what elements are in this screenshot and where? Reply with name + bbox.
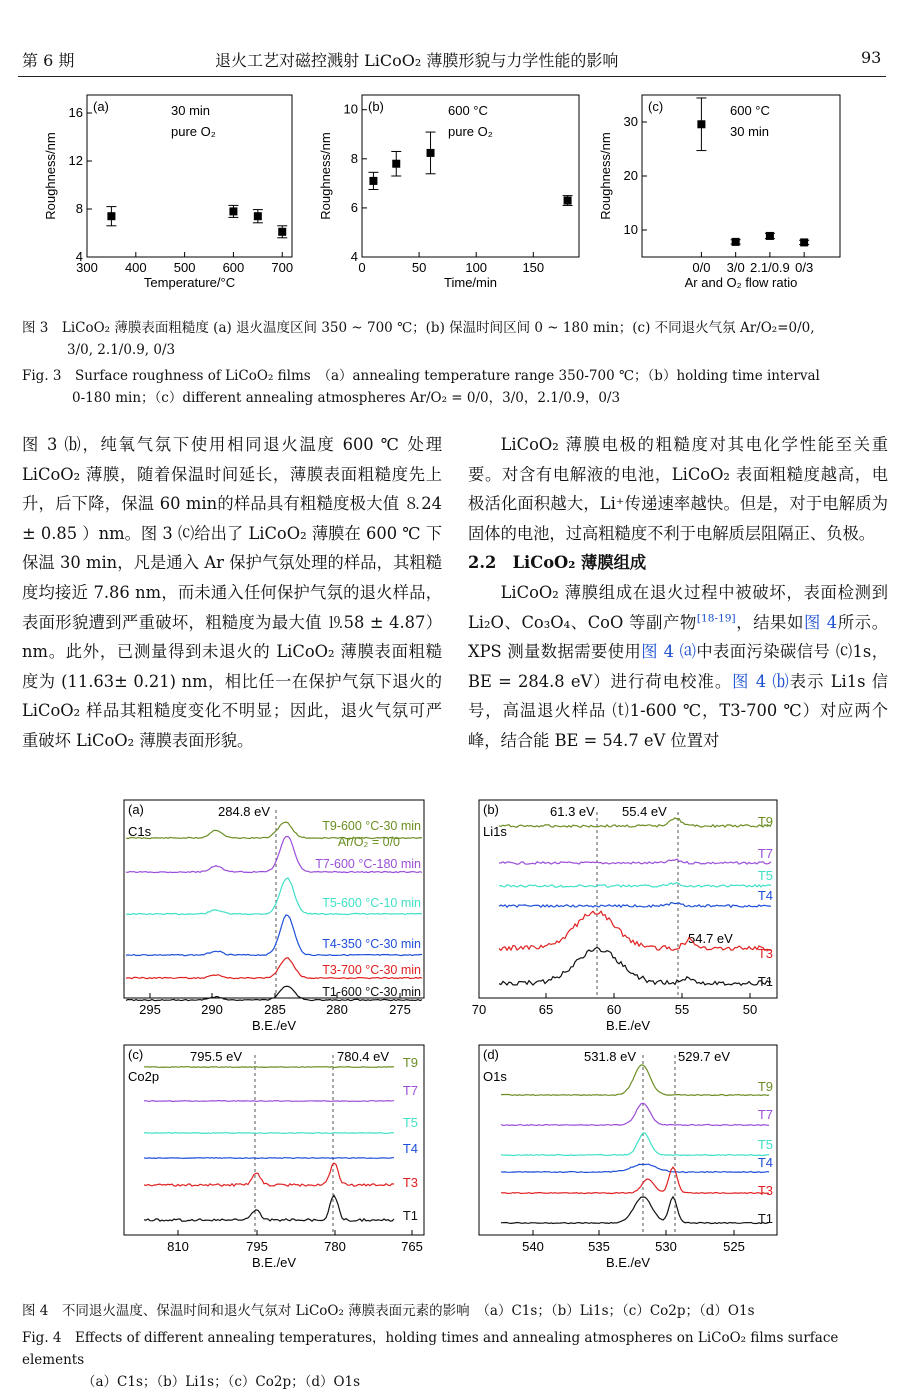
y-tick-label: 10 <box>623 222 638 237</box>
y-tick-label: 4 <box>350 249 358 264</box>
co2p-curve <box>144 1158 394 1159</box>
fig3-caption-cn-line2: 3/0, 2.1/0.9, 0/3 <box>67 342 176 358</box>
figure-link-4[interactable]: 图 4 <box>804 612 838 632</box>
y-tick-label: 20 <box>623 168 638 183</box>
fig3-caption-en-line1: Fig. 3 Surface roughness of LiCoO₂ films （a）annealing temperature range 350-700 ℃；（b）holding time interval <box>22 368 820 384</box>
curve-label: T3 <box>757 946 773 961</box>
o1s-curve <box>501 1164 769 1172</box>
figure-3 <box>0 82 902 302</box>
x-tick-label: 535 <box>588 1239 610 1254</box>
y-tick-label: 6 <box>350 199 358 215</box>
running-title: 退火工艺对磁控溅射 LiCoO₂ 薄膜形貌与力学性能的影响 <box>215 51 619 70</box>
curve-label: T1 <box>757 974 773 989</box>
curve-label: T7 <box>757 1107 773 1122</box>
figure-link-4b[interactable]: 图 4 ⒝ <box>732 671 790 691</box>
data-point <box>229 207 237 215</box>
x-tick-label: 0/0 <box>692 260 711 275</box>
curve-label: T5 <box>757 868 773 883</box>
x-tick-label: 50 <box>411 260 427 275</box>
xps-frame-b <box>479 800 777 998</box>
para2-text-c: 所示。XPS 测量数据需要使用 <box>468 612 888 662</box>
curve-label: T4 <box>757 1155 773 1170</box>
xps-label-b: (b) <box>483 802 499 817</box>
curve-label: T7 <box>402 1083 418 1098</box>
x-axis-label-c: Ar and O₂ flow ratio <box>684 275 798 290</box>
curve-label: T9-600 °C-30 min <box>322 819 421 833</box>
curve-label: T1-600 °C-30 min <box>322 985 421 999</box>
x-tick-label: 275 <box>389 1002 411 1017</box>
o1s-curve <box>501 1197 769 1224</box>
x-tick-label: 400 <box>124 260 147 275</box>
y-tick-label: 30 <box>623 114 638 129</box>
fig4-caption-cn <box>22 1300 887 1322</box>
fig4-caption-en <box>22 1327 887 1393</box>
curve-label: T1 <box>402 1208 418 1223</box>
xps-frame-d <box>479 1045 777 1235</box>
page-number: 93 <box>861 48 882 67</box>
li1s-curve <box>499 947 771 985</box>
curve-label: T5-600 °C-10 min <box>322 896 421 910</box>
curve-label: T4-350 °C-30 min <box>322 937 421 951</box>
data-point <box>766 232 774 240</box>
o1s-curve <box>501 1103 769 1125</box>
o1s-curve <box>501 1167 769 1193</box>
fig4-caption-en-line1: Fig. 4 Effects of different annealing temperatures，holding times and annealing atmospheres on LiCoO₂ films surface elements <box>22 1330 839 1368</box>
co2p-curve <box>144 1195 394 1221</box>
co2p-curve <box>144 1101 394 1102</box>
right-column <box>468 430 888 756</box>
curve-label: Ar/O₂ = 0/0 <box>337 835 400 849</box>
x-tick-label: 0 <box>358 260 366 275</box>
x-tick-label: 280 <box>326 1002 348 1017</box>
y-axis-label-b: Roughness/nm <box>318 132 333 220</box>
x-tick-label: 100 <box>465 260 488 275</box>
curve-label: T3-700 °C-30 min <box>322 963 421 977</box>
panel-note-2-c: 30 min <box>730 124 770 139</box>
li1s-curve <box>499 883 771 888</box>
x-tick-label: 525 <box>723 1239 745 1254</box>
data-point <box>107 212 115 220</box>
curve-label: T4 <box>757 888 773 903</box>
para2-text-d: 中表面污染碳信号 ⒞1s，BE = 284.8 eV）进行荷电校准。 <box>468 642 888 691</box>
xps-element-b: Li1s <box>483 824 507 839</box>
y-tick-label: 12 <box>68 153 83 168</box>
li1s-curve <box>499 903 771 908</box>
x-tick-label: 500 <box>173 260 196 275</box>
x-tick-label: 0/3 <box>795 260 814 275</box>
x-tick-label: 285 <box>264 1002 286 1017</box>
xps-label-d: (d) <box>483 1047 499 1062</box>
curve-label: T7-600 °C-180 min <box>315 857 421 871</box>
xps-element-d: O1s <box>483 1069 507 1084</box>
x-axis-label-a: Temperature/°C <box>143 275 236 290</box>
x-tick-label: 530 <box>655 1239 677 1254</box>
panel-note-2-b: pure O₂ <box>448 124 493 139</box>
x-tick-label: 300 <box>76 260 98 275</box>
peak-label: 284.8 eV <box>218 804 271 819</box>
fig4-caption-en-line2: （a）C1s；（b）Li1s；（c）Co2p；（d）O1s <box>82 1374 361 1390</box>
data-point <box>564 197 572 205</box>
li1s-curve <box>499 818 771 827</box>
x-tick-label: 290 <box>201 1002 223 1017</box>
data-point <box>254 212 262 220</box>
curve-label: T4 <box>402 1141 418 1156</box>
curve-label: T5 <box>757 1137 773 1152</box>
curve-label: T9 <box>402 1055 418 1070</box>
x-tick-label: 700 <box>271 260 294 275</box>
plot-frame-a <box>87 95 292 257</box>
x-tick-label: 150 <box>522 260 545 275</box>
panel-label-c: (c) <box>648 99 664 114</box>
panel-note-2-a: pure O₂ <box>171 124 216 139</box>
x-tick-label: 50 <box>742 1002 758 1017</box>
xps-xlabel-c: B.E./eV <box>251 1255 297 1270</box>
x-tick-label: 810 <box>167 1239 189 1254</box>
figure-link-4a[interactable]: 图 4 ⒜ <box>641 642 697 662</box>
data-point <box>278 228 286 236</box>
xps-xlabel-d: B.E./eV <box>605 1255 651 1270</box>
left-column <box>22 430 442 756</box>
para2-text-a: LiCoO₂ 薄膜组成在退火过程中被破坏，表面检测到 Li₂O、Co₃O₄、CoO 等副产物 <box>468 582 888 632</box>
para2-text-b: ，结果如 <box>735 612 805 632</box>
x-tick-label: 65 <box>538 1002 554 1017</box>
figure-4 <box>0 790 902 1290</box>
x-tick-label: 295 <box>139 1002 161 1017</box>
y-tick-label: 16 <box>68 105 83 120</box>
data-point <box>732 238 740 246</box>
peak-label: 780.4 eV <box>337 1049 390 1064</box>
curve-label: T3 <box>402 1175 418 1190</box>
peak-label: 61.3 eV <box>550 804 595 819</box>
curve-label: T7 <box>757 846 773 861</box>
xps-label-a: (a) <box>128 802 144 817</box>
y-tick-label: 4 <box>75 249 83 264</box>
xps-frame-c <box>124 1045 424 1235</box>
right-paragraph-1: LiCoO₂ 薄膜电极的粗糙度对其电化学性能至关重要。对含有电解液的电池，LiCoO₂ 表面粗糙度越高，电极活化面积越大，Li⁺传递速率越快。但是，对于电解质为固体的电池，过高粗糙度不利于电解质层阻隔正、负极。 <box>468 435 888 543</box>
xps-element-c: Co2p <box>128 1069 160 1084</box>
xps-xlabel-a: B.E./eV <box>251 1018 297 1033</box>
x-tick-label: 55 <box>674 1002 690 1017</box>
y-axis-label-a: Roughness/nm <box>43 132 58 220</box>
fig3-caption-cn-line1: 图 3 LiCoO₂ 薄膜表面粗糙度 (a) 退火温度区间 350 ~ 700 ℃；(b) 保温时间区间 0 ~ 180 min；(c) 不同退火气氛 Ar/O₂=0/0, <box>22 320 815 336</box>
x-tick-label: 3/0 <box>726 260 745 275</box>
peak-label: 795.5 eV <box>190 1049 243 1064</box>
li1s-curve <box>499 859 771 864</box>
panel-label-b: (b) <box>368 99 384 114</box>
curve-label: T1 <box>757 1211 773 1226</box>
co2p-curve <box>144 1163 394 1186</box>
curve-label: T3 <box>757 1183 773 1198</box>
x-tick-label: 765 <box>401 1239 423 1254</box>
o1s-curve <box>501 1133 769 1156</box>
header-rule <box>18 76 886 77</box>
para2-text-e: 表示 Li1s 信号，高温退火样品 ⒯1-600 ℃，T3-700 ℃）对应两个峰，结合能 BE = 54.7 eV 位置对 <box>468 671 888 750</box>
peak-label: 54.7 eV <box>688 931 733 946</box>
peak-label: 531.8 eV <box>584 1049 637 1064</box>
data-point <box>392 160 400 168</box>
y-tick-label: 8 <box>350 150 358 166</box>
fig4-caption-cn-line: 图 4 不同退火温度、保温时间和退火气氛对 LiCoO₂ 薄膜表面元素的影响 （a）C1s；（b）Li1s；（c）Co2p；（d）O1s <box>22 1303 755 1319</box>
x-tick-label: 540 <box>522 1239 544 1254</box>
x-tick-label: 60 <box>606 1002 622 1017</box>
x-tick-label: 2.1/0.9 <box>750 260 790 275</box>
xps-label-c: (c) <box>128 1047 144 1062</box>
section-heading: 2.2 LiCoO₂ 薄膜组成 <box>468 553 647 573</box>
data-point <box>369 177 377 185</box>
peak-label: 529.7 eV <box>678 1049 731 1064</box>
x-tick-label: 795 <box>246 1239 268 1254</box>
x-axis-label-b: Time/min <box>444 275 497 290</box>
peak-label: 55.4 eV <box>622 804 667 819</box>
panel-note-1-b: 600 °C <box>448 103 488 118</box>
y-tick-label: 8 <box>75 201 83 216</box>
fig3-caption-cn <box>22 317 887 361</box>
panel-note-1-c: 600 °C <box>730 103 770 118</box>
co2p-curve <box>144 1133 394 1134</box>
fig3-caption-en <box>22 365 887 409</box>
data-point <box>800 238 808 246</box>
xps-xlabel-b: B.E./eV <box>605 1018 651 1033</box>
curve-label: T5 <box>402 1115 418 1130</box>
x-tick-label: 780 <box>324 1239 346 1254</box>
reference-link[interactable]: [18-19] <box>696 612 736 625</box>
plot-frame-c <box>642 95 840 257</box>
curve-label: T9 <box>757 814 773 829</box>
x-tick-label: 600 <box>222 260 245 275</box>
o1s-curve <box>501 1065 769 1096</box>
y-axis-label-c: Roughness/nm <box>598 132 613 220</box>
left-paragraph: 图 3 ⒝，纯氧气氛下使用相同退火温度 600 ℃ 处理 LiCoO₂ 薄膜，随着保温时间延长，薄膜表面粗糙度先上升，后下降，保温 60 min的样品具有粗糙度极大值 ⒏24 ± 0.85 ）nm。图 3 ⒞给出了 LiCoO₂ 薄膜在 600 ℃ 下保温 30 min，凡是通入 Ar 保护气氛处理的样品，其粗糙度均接近 7.86 nm，而未通入任何保护气氛的退火样品，表面形貌遭到严重破坏，粗糙度为最大值 ⒚58 ± 4.87）nm。此外，已测量得到未退火的 LiCoO₂ 薄膜表面粗糙度为 (11.63± 0.21) nm，相比任一在保护气氛下退火的 LiCoO₂ 样品其粗糙度变化不明显；因此，退火气氛可严重破坏 LiCoO₂ 薄膜表面形貌。 <box>22 435 442 750</box>
panel-note-1-a: 30 min <box>171 103 211 118</box>
curve-label: T9 <box>757 1079 773 1094</box>
fig3-caption-en-line2: 0-180 min；（c）different annealing atmospheres Ar/O₂ = 0/0，3/0，2.1/0.9，0/3 <box>72 390 621 406</box>
right-paragraph-2 <box>468 578 888 756</box>
panel-label-a: (a) <box>93 99 109 114</box>
data-point <box>427 149 435 157</box>
co2p-curve <box>144 1067 394 1068</box>
data-point <box>697 120 705 128</box>
x-tick-label: 70 <box>471 1002 487 1017</box>
journal-issue: 第 6 期 <box>22 51 75 70</box>
y-tick-label: 10 <box>343 101 358 117</box>
xps-element-a: C1s <box>128 824 152 839</box>
